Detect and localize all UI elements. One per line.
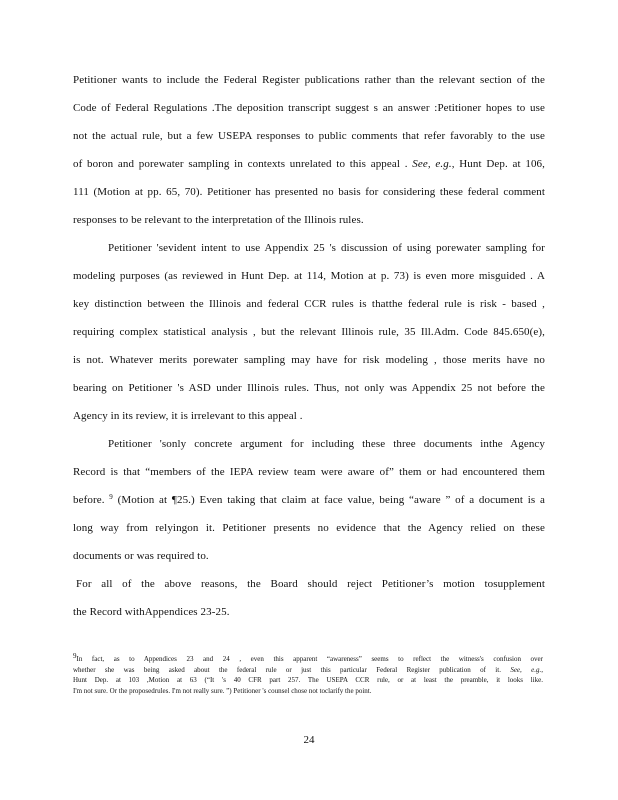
text-fragment: In fact, as to Appendices 23 and 24 , even this apparent “awareness” seems to reflect the witness's confusion over — [76, 655, 543, 663]
text-fragment: (Motion at ¶25.) Even taking that claim at face value, being “aware ” of a document is a — [117, 494, 546, 506]
text-line: key distinction between the Illinois and federal CCR rules is thatthe federal rule is risk - based , — [73, 298, 545, 310]
footnote-line: Hunt Dep. at 103 ,Motion at 63 (“It 's 40 CFR part 257. The USEPA CCR rule, or at least the preamble, it looks like. — [73, 676, 543, 684]
page-number: 24 — [303, 734, 315, 746]
text-line: is not. Whatever merits porewater sampling may have for risk modeling , those merits have no — [73, 354, 545, 366]
citation-signal: See, — [510, 665, 522, 674]
text-fragment: Hunt Dep. at 106, — [459, 158, 545, 170]
footnote — [73, 654, 543, 696]
text-line-with-footnote-ref — [73, 486, 545, 514]
text-line: responses to be relevant to the interpretation of the Illinois rules. — [73, 214, 364, 226]
paragraph-2 — [73, 234, 545, 430]
text-line: modeling purposes (as reviewed in Hunt Dep. at 114, Motion at p. 73) is even more misguided . A — [73, 270, 545, 282]
text-line: Petitioner 'sonly concrete argument for including these three documents inthe Agency — [108, 438, 545, 450]
text-line: the Record withAppendices 23-25. — [73, 606, 230, 618]
text-line: requiring complex statistical analysis , but the relevant Illinois rule, 35 Ill.Adm. Code 845.650(e), — [73, 326, 545, 338]
text-line: Agency in its review, it is irrelevant to this appeal . — [73, 410, 303, 422]
footnote-marker: 9 — [73, 652, 77, 660]
text-line: documents or was required to. — [73, 550, 209, 562]
citation-signal: e.g., — [531, 665, 544, 674]
footnote-line — [73, 654, 543, 665]
text-line: Petitioner 'sevident intent to use Appendix 25 's discussion of using porewater sampling for — [108, 242, 545, 254]
text-line: Record is that “members of the IEPA review team were aware of” them or had encountered them — [73, 466, 545, 478]
text-fragment: before. — [73, 494, 105, 506]
text-line-with-citation — [73, 150, 545, 178]
text-line: bearing on Petitioner 's ASD under Illinois rules. Thus, not only was Appendix 25 not before the — [73, 382, 545, 394]
citation-signal: e.g., — [435, 158, 455, 170]
footnote-reference[interactable]: 9 — [109, 493, 113, 501]
text-fragment: whether she was being asked about the federal rule or just this particular Federal Register publication of it. — [73, 665, 501, 674]
text-line: Petitioner wants to include the Federal Register publications rather than the relevant section of the — [73, 74, 545, 86]
body-text — [73, 66, 545, 626]
citation-signal: See, — [412, 158, 431, 170]
footnote-line: I'm not sure. Or the proposedrules. I'm not really sure. ”) Petitioner 's counsel chose not toclarify the point. — [73, 686, 372, 695]
paragraph-3 — [73, 430, 545, 570]
text-line: Code of Federal Regulations .The deposition transcript suggest s an answer :Petitioner hopes to use — [73, 102, 545, 114]
text-fragment: of boron and porewater sampling in contexts unrelated to this appeal . — [73, 158, 408, 170]
text-line: For all of the above reasons, the Board should reject Petitioner’s motion tosupplement — [76, 578, 545, 590]
paragraph-1 — [73, 66, 545, 234]
paragraph-4 — [73, 570, 545, 626]
text-line: long way from relyingon it. Petitioner presents no evidence that the Agency relied on these — [73, 522, 545, 534]
footnote-line — [73, 665, 543, 676]
text-line: not the actual rule, but a few USEPA responses to public comments that refer favorably to the use — [73, 130, 545, 142]
text-line: 111 (Motion at pp. 65, 70). Petitioner has presented no basis for considering these federal comment — [73, 186, 545, 198]
